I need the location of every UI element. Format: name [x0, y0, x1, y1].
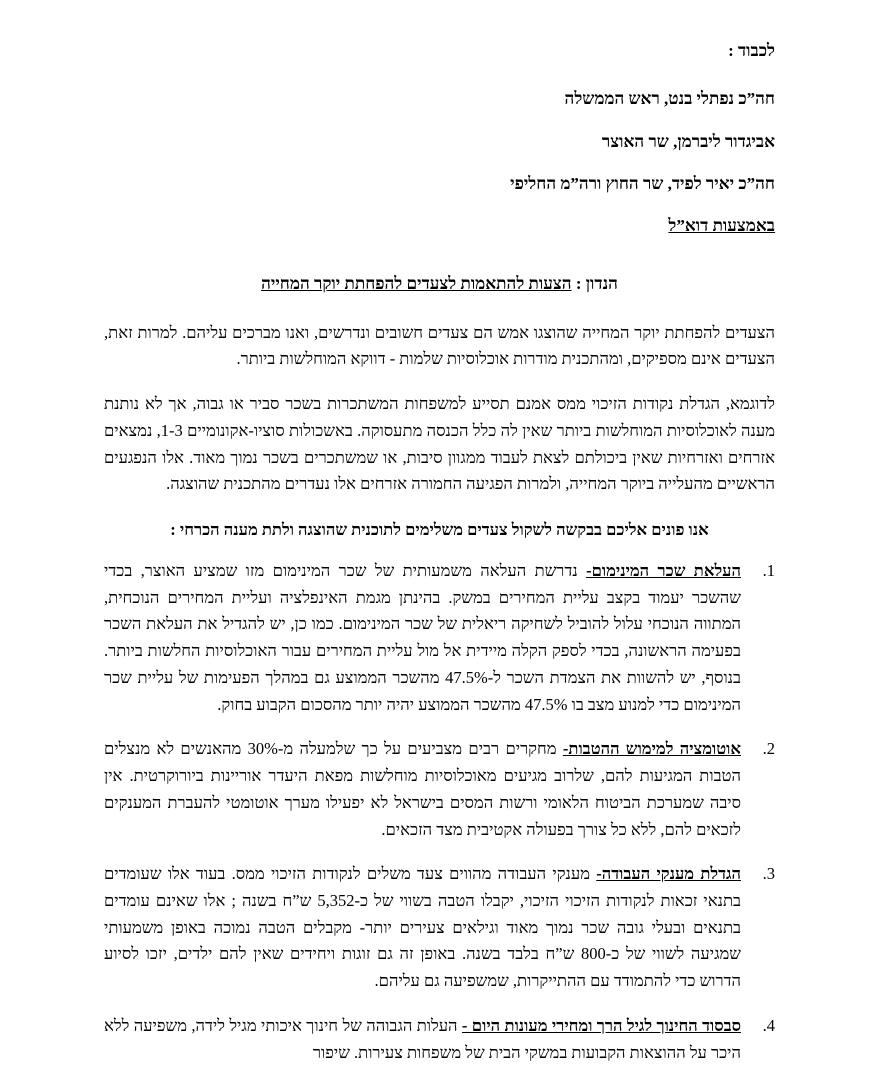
subject-label: הנדון :	[575, 273, 618, 293]
list-item	[104, 558, 775, 718]
paragraph-2: לדוגמא, הגדלת נקודות הזיכוי ממס אמנם תסייע למשפחות המשתכרות בשכר סביר או גבוה, אך לא נותנת מענה לאוכלוסיות המוחלשות ביותר שאין לה כלל הכנסה מתעסוקה. באשכולות סוציו-אקונומיים 1-3, נמצאים אזרחים ואזרחיות שאין ביכולתם לצאת לעבוד ממגוון סיבות, או שמשתכרים בשכר נמוך מאוד. אלו הנפגעים הראשיים מהעלייה ביוקר המחייה, ולמרות הפגיעה החמורה אזרחים אלו נעדרים מהתכנית שהוצגה.	[104, 394, 775, 494]
proposal-list	[104, 558, 775, 1066]
addressee-1: חה”כ נפתלי בנט, ראש הממשלה	[564, 89, 775, 109]
call-to-action: אנו פונים אליכם בבקשה לשקול צעדים משלימים לתוכנית שהוצגה ולתת מענה הכרחי :	[170, 520, 709, 540]
item-body: מחקרים רבים מצביעים על כך שלמעלה מ-30% מהאנשים לא מנצלים הטבות המגיעות להם, שלרוב מגיעים מאוכלוסיות מוחלשות מפאת היעדר אוריינות ביורוקרטית. אין סיבה שמערכת הביטוח הלאומי ורשות המסים בישראל לא יפעילו מערך אוטומטי להעברת המענקים לזכאים להם, ללא כל צורך בפעולה אקטיבית מצד הזכאים.	[104, 739, 741, 839]
addressee-3: חה”כ יאיר לפיד, שר החוץ ורה”מ החליפי	[510, 174, 775, 194]
subject-text: הצעות להתאמות לצעדים להפחתת יוקר המחייה	[261, 273, 572, 293]
item-body: מענקי העבודה מהווים צעד משלים לנקודות הזיכוי ממס. בעוד אלו שעומדים בתנאי זכאות לנקודות הזיכוי הזיכוי, יקבלו הטבה בשווי של כ-5,352 ש”ח בשנה ; אלו שאינם עומדים בתנאים ובעלי גובה שכר נמוך מאוד וגילאים צעירים יותר- מקבלים הטבה נמוכה באופן משמעותי שמגיעה לשווי של כ-800 ש”ח בלבד בשנה. באופן זה גם זוגות ויחידים שאין להם ילדים, יזכו לסיוע הדרוש כדי להתמודד עם ההתייקרות, שמשפיעה גם עליהם.	[104, 864, 741, 991]
delivery-method: באמצעות דוא”ל	[668, 216, 775, 236]
item-title: אוטומציה למימוש ההטבות-	[562, 739, 741, 759]
addressee-block	[104, 38, 775, 240]
list-item	[104, 861, 775, 995]
item-body: העלות הגבוהה של חינוך איכותי מגיל לידה, משפיעה ללא היכר על ההוצאות הקבועות במשקי הבית של משפחות צעירות. שיפור	[104, 1015, 741, 1062]
item-title: העלאת שכר המינימום-	[586, 561, 741, 581]
subject-line	[104, 274, 775, 294]
list-item	[104, 736, 775, 843]
item-body: נדרשת העלאה משמעותית של שכר המינימום מזו שמציע האוצר, בכדי שהשכר יעמוד בקצב עליית המחירים במשק. בהינתן מגמת האינפלציה ועליית המחירים הנוכחית, המתווה הנוכחי עלול להוביל לשחיקה ריאלית של שכר המינימום. כמו כן, יש להגדיל את העלאת השכר בפעימה הראשונה, בכדי לספק הקלה מיידית אל מול עליית המחירים עבור האוכלוסיות החלשות ביותר. בנוסף, יש להשוות את הצמדת השכר ל-47.5% מהשכר הממוצע גם במהלך הפעימות של עליית שכר המינימום כדי למנוע מצב בו 47.5% מהשכר הממוצע יהיה יותר מהסכום הקבוע בחוק.	[104, 561, 741, 714]
item-title: סבסוד החינוך לגיל הרך ומחירי מעונות היום -	[461, 1015, 741, 1035]
paragraph-1: הצעדים להפחתת יוקר המחייה שהוצגו אמש הם צעדים חשובים ונדרשים, ואנו מברכים עליהם. למרות זאת, הצעדים אינם מספיקים, ומהתכנית מודרות אוכלוסיות שלמות - דווקא המוחלשות ביותר.	[104, 322, 775, 369]
item-title: הגדלת מענקי העבודה-	[596, 864, 741, 884]
list-item	[104, 1013, 775, 1066]
salutation: לכבוד :	[728, 41, 775, 60]
addressee-2: אביגדור ליברמן, שר האוצר	[601, 131, 775, 151]
